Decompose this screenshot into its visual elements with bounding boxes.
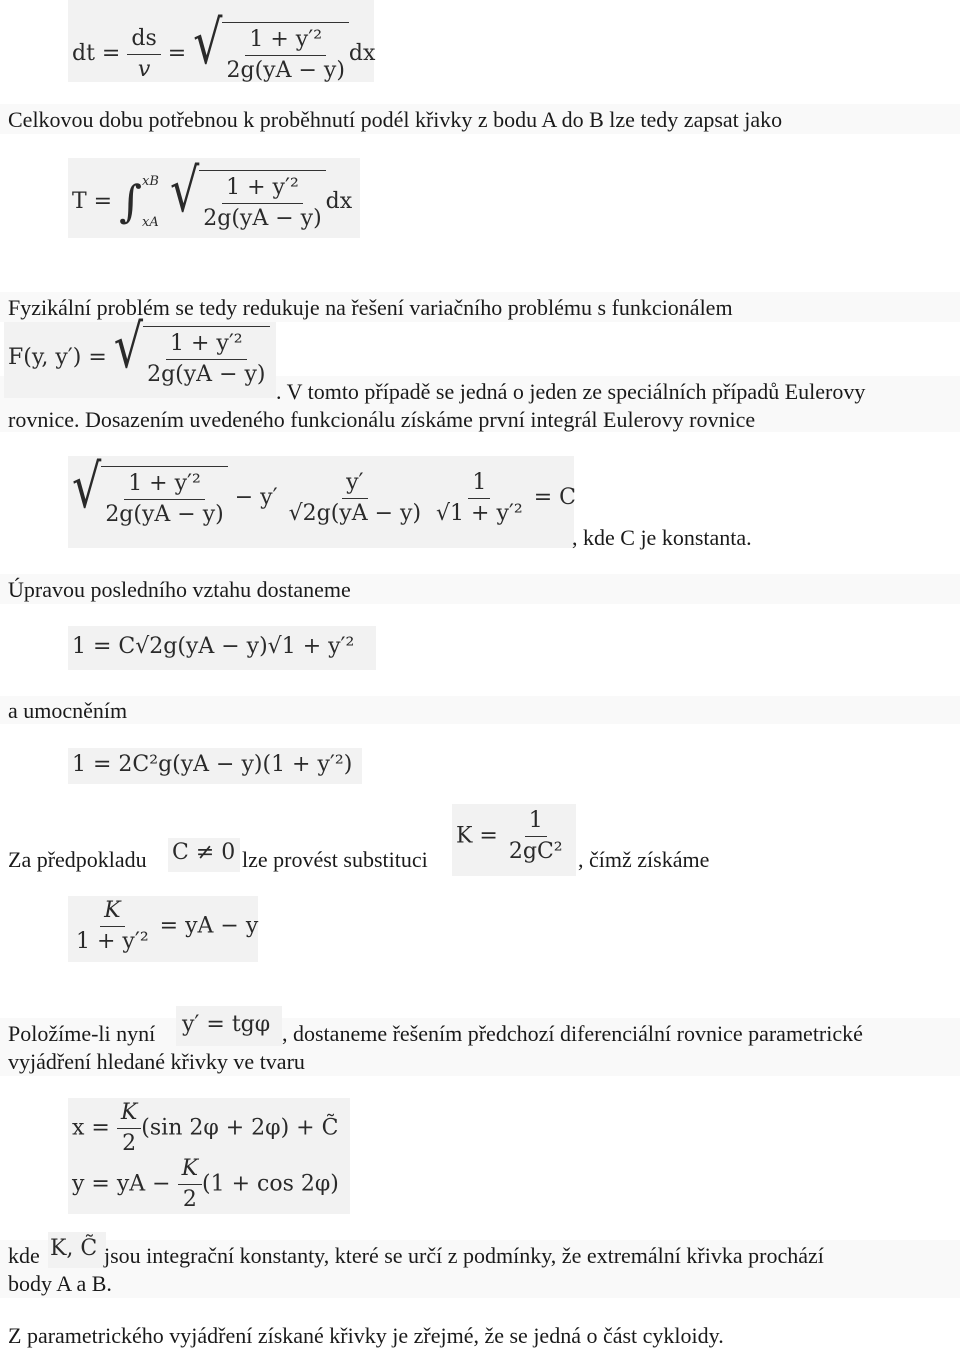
formula-tg: y′ = tgφ bbox=[176, 1006, 282, 1046]
formula-eq2: 1 = 2C²g(yA − y)(1 + y′²) bbox=[68, 748, 362, 784]
formula-K-ratio: $\frac{K}{\text{1 + y′²}}$ = yA − y bbox=[68, 896, 258, 962]
formula-eq1: 1 = C√2g(yA − y)√1 + y′² bbox=[68, 626, 376, 670]
formula-first-integral: √ $\frac{\text{1 + y′²}}{2g(yA - y)}$ − y′ $\frac{y'}{√2g(yA - y)}$ $\frac{1}{\text{√1 + y′²}}$ = C bbox=[68, 456, 574, 548]
formula-T: T = ∫ xB xA √ $\frac{\text{1 + y′²}}{2g(yA - y)}$ dx bbox=[68, 158, 360, 238]
formula-c-nonzero: C ≠ 0 bbox=[168, 838, 240, 872]
paragraph-10: Z parametrického vyjádření získané křivky je zřejmé, že se jedná o část cykloidy. bbox=[8, 1323, 724, 1348]
paragraph-4: , kde C je konstanta. bbox=[572, 525, 752, 550]
paragraph-3b: rovnice. Dosazením uvedeného funkcionálu získáme první integrál Eulerovy rovnice bbox=[8, 407, 756, 432]
paragraph-2: Fyzikální problém se tedy redukuje na řešení variačního problému s funkcionálem bbox=[8, 295, 733, 320]
paragraph-8b: , dostaneme řešením předchozí diferenciální rovnice parametrické bbox=[282, 1021, 863, 1046]
formula-constants: K, C̃ bbox=[48, 1232, 106, 1268]
paragraph-1: Celkovou dobu potřebnou k proběhnutí podél křivky z bodu A do B lze tedy zapsat jako bbox=[8, 107, 783, 132]
paragraph-7a: Za předpokladu bbox=[8, 847, 147, 872]
paragraph-3a: . V tomto případě se jedná o jeden ze speciálních případů Eulerovy bbox=[276, 379, 866, 404]
paragraph-7c: , čímž získáme bbox=[578, 847, 710, 872]
band bbox=[0, 696, 960, 724]
paragraph-9b: jsou integrační konstanty, které se určí z podmínky, že extremální křivka prochází bbox=[104, 1243, 824, 1268]
paragraph-8a: Položíme-li nyní bbox=[8, 1021, 156, 1046]
formula-dt: dt = $\frac{ds}{v}$ = √ $\frac{\text{1 + y′²}}{2g(yA - y)}$ dx bbox=[68, 0, 374, 82]
paragraph-8c: vyjádření hledané křivky ve tvaru bbox=[8, 1049, 305, 1074]
formula-parametric: x = $\frac{K}{2}$ (sin 2φ + 2φ) + C̃ y = yA − $\frac{K}{2}$ (1 + cos 2φ) bbox=[68, 1098, 350, 1214]
paragraph-5: Úpravou posledního vztahu dostaneme bbox=[8, 577, 351, 602]
formula-F: F(y, y′) = √ $\frac{\text{1 + y′²}}{2g(yA - y)}$ bbox=[4, 322, 276, 398]
paragraph-9a: kde bbox=[8, 1243, 40, 1268]
paragraph-6: a umocněním bbox=[8, 698, 128, 723]
formula-K: K = $\frac{1}{\text{2gC²}}$ bbox=[452, 804, 576, 876]
paragraph-7b: lze provést substituci bbox=[242, 847, 428, 872]
paragraph-9c: body A a B. bbox=[8, 1271, 112, 1296]
